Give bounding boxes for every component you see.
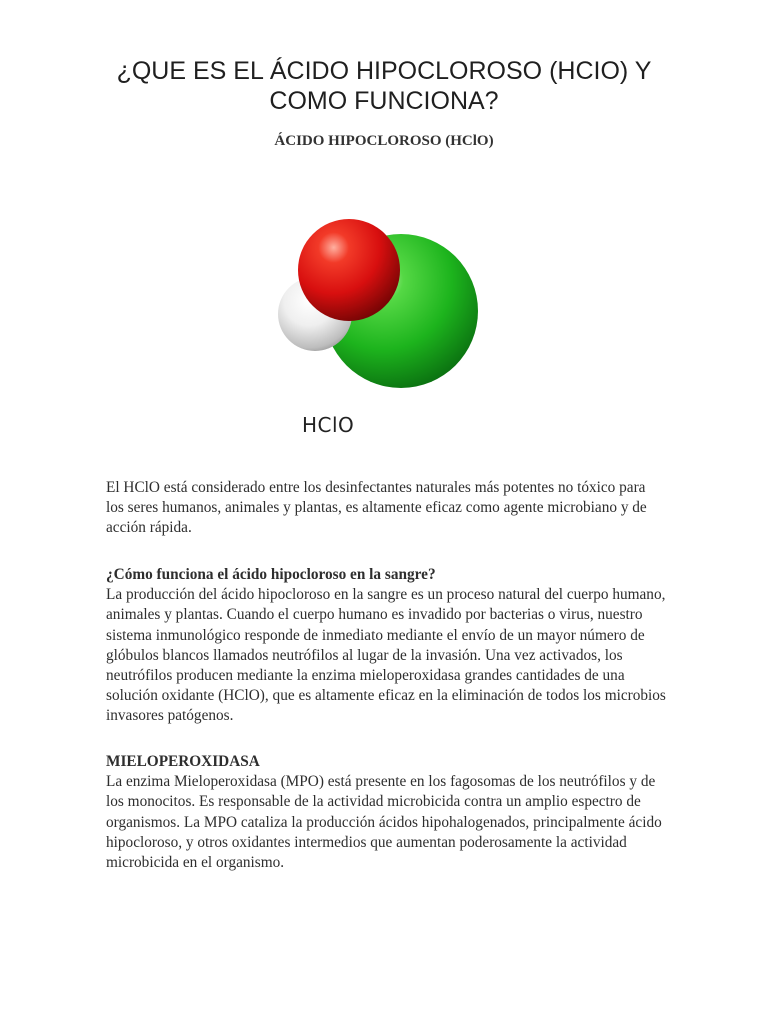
- oxygen-atom: [298, 219, 400, 321]
- section-body: La producción del ácido hipocloroso en la sangre es un proceso natural del cuerpo humano, animales y plantas. Cuando el cuerpo humano es invadido por bacterias o virus, nuestro sistema inmunológico responde de inmediato mediante el envío de un mayor número de glóbulos blancos llamados neutrófilos al lugar de la invasión. Una vez activados, los neutrófilos producen mediante la enzima mieloperoxidasa grandes cantidades de una solución oxidante (HClO), que es altamente eficaz en la eliminación de todos los microbios invasores patógenos.: [106, 586, 666, 725]
- section-heading: MIELOPEROXIDASA: [106, 753, 260, 770]
- section-myeloperoxidase: [106, 752, 666, 873]
- section-body: La enzima Mieloperoxidasa (MPO) está presente en los fagosomas de los neutrófilos y de los monocitos. Es responsable de la actividad microbicida contra un amplio espectro de organismos. La MPO cataliza la producción ácidos hipohalogenados, principalmente ácido hipocloroso, y otros oxidantes intermedios que aumentan poderosamente la actividad microbicida en el organismo.: [106, 773, 662, 872]
- title-line-1: ¿QUE ES EL ÁCIDO HIPOCLOROSO (HCIO) Y: [116, 57, 652, 85]
- intro-paragraph: El HClO está considerado entre los desinfectantes naturales más potentes no tóxico para los seres humanos, animales y plantas, es altamente eficaz como agente microbiano y de acción rápida.: [106, 479, 647, 537]
- section-blood-function: [106, 565, 666, 727]
- document-title: [60, 56, 708, 116]
- hclo-molecule-illustration: [272, 218, 484, 394]
- molecule-formula-label: HClO: [302, 413, 355, 437]
- title-line-2: COMO FUNCIONA?: [269, 87, 499, 115]
- section-heading: ¿Cómo funciona el ácido hipocloroso en la sangre?: [106, 566, 436, 583]
- document-subtitle: ÁCIDO HIPOCLOROSO (HClO): [274, 133, 494, 149]
